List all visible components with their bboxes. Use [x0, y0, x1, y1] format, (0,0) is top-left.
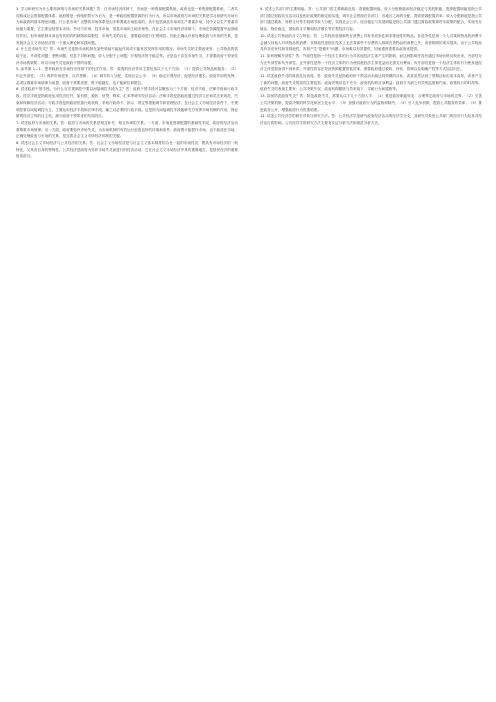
paragraph: 9. 试述公共部门的主要职能。答：公共部门的主要职能包括：资源配置职能、收入分配职能和经济稳定与发展职能。资源配置职能是指公共部门通过财政收支活动以及相应政策的制定和实施，调节社会资源在各部门、各地区之间的分配，提高资源配置效率；收入分配职能是指公共部门通过税收、转移支付等手段调节收入分配，实现社会公平；经济稳定与发展职能是指公共部门通过财政政策和货币政策的配合，实现充分就业、物价稳定、国际收支平衡和经济增长等宏观经济目标。 [260, 7, 482, 32]
paragraph: 14. 试述公共经济学的研究对象与研究方法。答：公共经济学是研究政府经济活动的经济学分支，其研究对象是公共部门的经济行为及其对经济运行的影响。公共经济学的研究方法主要有实证分析方法和规范分析方法。 [260, 114, 482, 125]
paragraph: 6. 试述政府干预手段。为什么在宏观调控中要以间接调控手段为主？答：政府干预手段可以概括为三个方面：经济手段、法律手段和行政手段。经济手段是指政府运用经济杠杆，如价格、税收、信贷、利率、汇率等调节经济活动；法律手段是指政府通过经济立法和司法来规范、约束和保障经济活动；行政手段是指政府依靠行政机构，采取行政命令、指示、规定等措施调节和管理经济。在社会主义市场经济条件下，宏观调控要以间接调控为主，主要运用经济手段和法律手段，辅之以必要的行政手段。这是因为间接调控手段能够充分发挥市场机制的作用，保证微观经济主体的自主权，减少政府干预带来的负面效应。 [16, 87, 238, 119]
right-text-column [260, 6, 482, 127]
paragraph: 8. 试述社会主义市场经济与公共经济的关系。答：社会主义市场经济是与社会主义基本制度结合在一起的市场经济，既具有市场经济的一般特征，又具有自身的特殊性。公共经济是政府为弥补市场失灵而进行的经济活动，它在社会主义市场经济中具有重要地位，是国民经济的重要组成部分。 [16, 141, 238, 159]
paragraph: 5. 参考第 1—1、思考政府在市场经济体制下的经济作用。答：政府的经济作用主要包括以下几个方面：（1）提供公共物品和服务；（2）纠正外部性；（3）维护市场竞争，反对垄断；（4）调节收入分配，实现社会公平；（5）稳定宏观经济，促进经济增长。政府作用的发挥，必须以尊重市场规律为前提，政府干预要适度，既不能越位，也不能缺位和错位。 [16, 67, 238, 85]
left-text-column [16, 6, 238, 160]
paragraph: 12. 试述政府失灵的原因及其表现。答：政府失灵是指政府的干预活动未能达到预期的目标，或者虽然达到了预期目标但成本高昂，或者产生了新的问题。政府失灵的原因主要包括：政府决策信息不充分；政府机构的自身利益；政府行为缺乏有效的监督和约束；政策执行的时滞等。政府失灵的表现主要有：公共决策失误、政府机构膨胀与效率低下、寻租行为和腐败等。 [260, 74, 482, 92]
paragraph: 11. 如何理解外部性？答：外部性是指一个经济主体的行为对其他经济主体产生的影响，而这种影响并没有通过市场价格反映出来。外部性分为正外部性和负外部性。正外部性是指一个经济主体的行为使其他经济主体受益而无需支付费用；负外部性是指一个经济主体的行为使其他经济主体受损而得不到补偿。外部性的存在导致资源配置的低效率，需要政府通过税收、补贴、管制以及明确产权等方式加以纠正。 [260, 53, 482, 72]
paragraph: 13. 如何防范政府失灵？答：防范政府失灵，需要从以下几个方面入手：（1）推进政府职能转变，合理界定政府与市场的边界；（2）完善公共决策机制，提高决策的科学化和民主化水平；（3）加强对政府行为的监督和制约；（4）引入竞争机制，提高公共服务的效率；（5）推进政务公开，增强政府行为的透明度。 [260, 94, 482, 112]
paragraph: 3. 学习和研究为什么要再深刻与市场的关系问题？答：在市场经济体制下，市场是一种资源配置系统，政府也是一种资源配置系统，二者共同构成社会资源配置体系。政府既是一种组织的行为行为，是一种政府配置资源的行为行为，所以市场政府与市场的关系是学习和研究市场行为和政府的基本理论问题。什么是市场？完整的市场体系是由多种要素市场组成的，其中包括商品市场和生产要素市场，其中又以生产要素市场最为重要，它主要包括资本市场、劳动力市场、技术市场、信息市场和土地市场等。在社会主义市场经济体制下，市场在资源配置中起基础性作用。但市场机制本身也有其固有的缺陷和局限性，市场失灵的存在，需要政府进行宏观调控。因此正确认识和处理政府与市场的关系，是发展社会主义市场经济的一个重大理论和实践问题。 [16, 7, 238, 45]
paragraph: 7. 试述政府与市场的关系。答：政府与市场的关系是相互补充、相互协调的关系。一方面，市场是资源配置的基础性手段，政府的经济活动要尊重市场规律；另一方面，政府要弥补市场失灵，为市场机制的有效运行创造良好的环境和条件。政府既不能替代市场，也不能放任市场。正确处理政府与市场的关系，是完善社会主义市场经济体制的关键。 [16, 120, 238, 139]
paragraph: 10. 试述公共物品的含义与特征。答：公共物品是指那些在消费上具有非竞争性和非排他性的物品。非竞争性是指一个人对某种物品的消费不会减少其他人对该物品的消费；非排他性是指在技术上无法将那些不付费的人排除在该物品的消费之外，或者排除的成本很高。由于公共物品具有非竞争性和非排他性，容易产生"搭便车"问题，市场难以有效提供，因而通常需要由政府来提供。 [260, 33, 482, 52]
paragraph: 4. 什么是市场失灵？答：市场失灵是指市场机制在某些领域不能起作用或不能有效发挥作用的情况。市场失灵的主要表现有：公共物品的供给不足；外部性问题；垄断问题；信息不对称问题；收入分配不公问题；宏观经济的不稳定等。正是由于存在市场失灵，才需要政府干预来弥补市场的缺陷，所以市场失灵是政府干预的前提。 [16, 47, 238, 65]
